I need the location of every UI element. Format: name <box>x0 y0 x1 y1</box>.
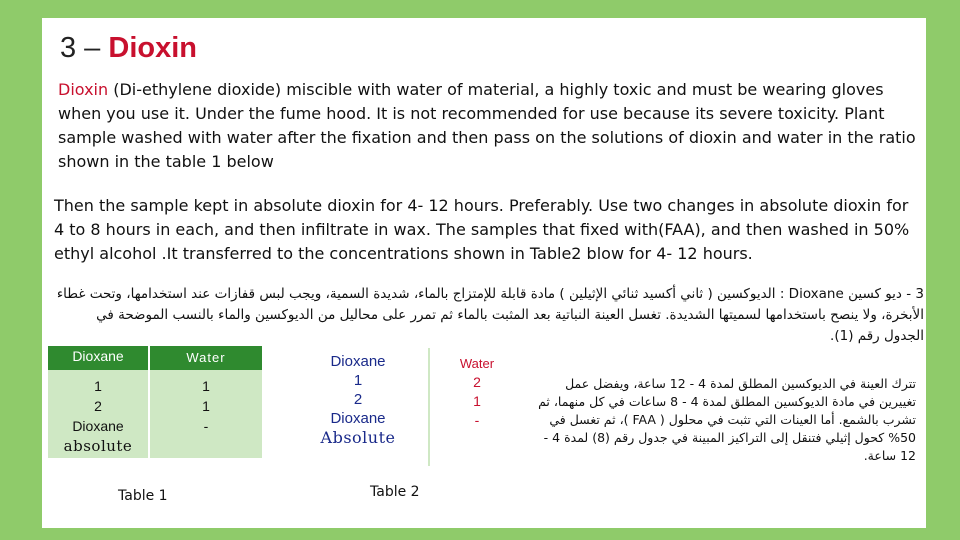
table-1-header-water: Water <box>186 350 226 365</box>
table-2-cell: - <box>474 412 480 428</box>
slide <box>42 18 926 528</box>
table-1-header-dioxane: Dioxane <box>72 348 124 364</box>
table-1-dioxane-column <box>48 376 148 456</box>
table-2-dioxane-column <box>288 352 428 447</box>
title-name: Dioxin <box>108 32 198 64</box>
table-2 <box>288 348 524 466</box>
table-1-cell: 1 <box>202 378 210 394</box>
table-2-water-column <box>430 354 524 430</box>
table-2-cell: 2 <box>473 374 481 390</box>
paragraph-2: Then the sample kept in absolute dioxin for 4- 12 hours. Preferably. Use two changes in absolute dioxin for 4 to 8 hours in each, and then infiltrate in wax. The samples that fixed with(FAA), and then washed in 50% ethyl alcohol .It transferred to the concentrations shown in Table2 blow for 4- 12 hours. <box>54 196 910 263</box>
arabic-paragraph-2: تترك العينة في الديوكسين المطلق لمدة 4 - 12 ساعة، ويفضل عمل تغييرين في مادة الديوكسين المطلق لمدة 4 - 8 ساعات في كل منهما، ثم تشرب بالشمع. أما العينات التي تثبت في محلول ( FAA )، ثم تغسل في 50% كحول إثيلي فتنقل إلى التراكيز المبينة في جدول رقم (8) لمدة 4 - 12 ساعة. <box>538 376 916 463</box>
table-2-caption: Table 2 <box>370 484 420 500</box>
table-1 <box>48 346 262 458</box>
table-2-cell: 1 <box>353 372 363 389</box>
paragraph-1 <box>58 78 918 174</box>
paragraph-1-term: Dioxin <box>58 80 109 99</box>
table-2-cell: Absolute <box>320 428 396 447</box>
slide-title <box>60 32 197 65</box>
table-1-water-column <box>150 376 262 436</box>
table-1-cell: Dioxane <box>72 418 124 434</box>
table-1-caption: Table 1 <box>118 488 168 504</box>
table-1-cell: 1 <box>94 378 102 394</box>
table-2-cell: 2 <box>353 391 363 408</box>
paragraph-1-text: (Di-ethylene dioxide) miscible with water of material, a highly toxic and must be wearing gloves when you use it. Under the fume hood. It is not recommended for use because its severe toxicity. Plant sample washed with water after the fixation and then pass on the solutions of dioxin and water in the ratio shown in the table 1 below <box>58 80 916 171</box>
table-2-header-dioxane: Dioxane <box>330 353 386 370</box>
table-1-cell: - <box>203 418 209 434</box>
arabic-paragraph-1: 3 - ديو كسين Dioxane : الديوكسين ( ثاني أكسيد ثنائي الإثيلين ) مادة قابلة للإمتزاج بالماء، شديدة السمية، ويجب لبس قفازات عند استخدامها، وتحت غطاء الأبخرة، ولا ينصح باستخدامها لسميتها الشديدة. تغسل العينة النباتية بعد المثبت بالماء ثم تمرر على محاليل من الديوكسين والماء بالنسب الموضحة في الجدول رقم (1). <box>56 286 924 344</box>
table-2-cell: Dioxane <box>330 410 386 427</box>
table-2-header-water: Water <box>459 356 495 371</box>
table-1-cell: absolute <box>63 437 133 455</box>
table-1-cell: 2 <box>94 398 102 414</box>
table-1-cell: 1 <box>202 398 210 414</box>
title-number: 3 – <box>60 32 101 64</box>
table-2-cell: 1 <box>473 393 481 409</box>
